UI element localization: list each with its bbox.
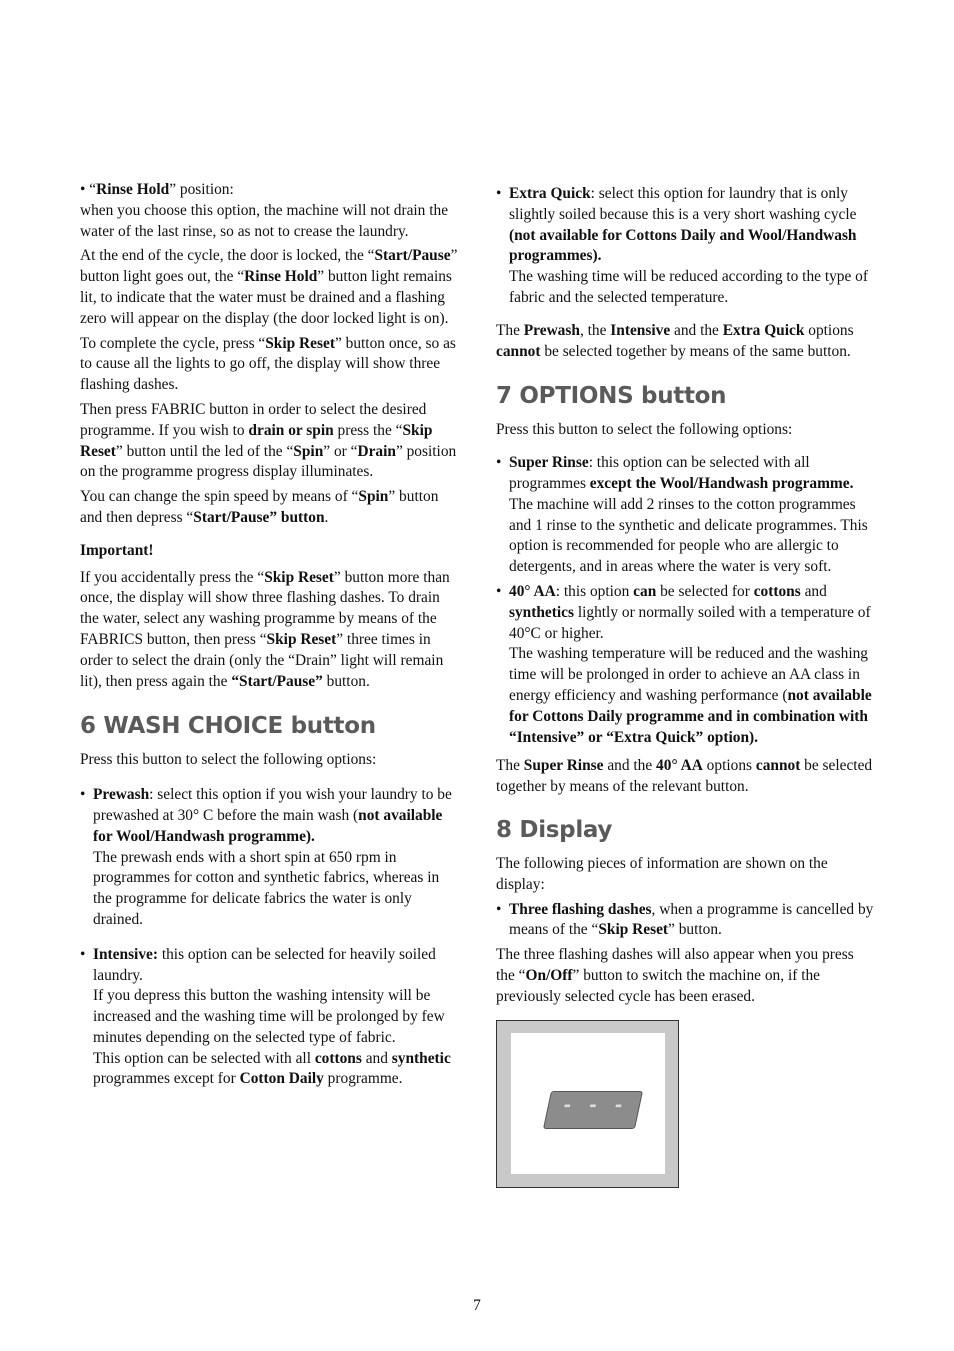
- bullet: •: [496, 900, 502, 918]
- display-screen: [543, 1091, 643, 1129]
- page-number: 7: [473, 1297, 481, 1314]
- display-illustration: [496, 1020, 679, 1188]
- options-heading: 7 OPTIONS button: [496, 383, 727, 410]
- extra-quick-desc: The washing time will be reduced according to the type of fabric and the selected temperature.: [509, 268, 868, 306]
- bullet: •: [496, 185, 502, 202]
- options-cannot-paragraph: The Prewash, the Intensive and the Extra Quick options cannot be selected together by means of the same button.: [496, 321, 854, 360]
- prewash-desc: The prewash ends with a short spin at 650 rpm in programmes for cotton and synthetic fabrics, whereas in the programme for delicate fabrics the water is only drained.: [93, 848, 440, 928]
- intensive-item: • Intensive: this option can be selected for heavily soiled laundry. If you depress this button the washing intensity will be increased and the washing time will be prolonged by few minutes depending on the selected type of fabric. This option can be selected with all cottons and synthetic programmes except for Cotton Daily programme.: [80, 945, 460, 1091]
- complete-cycle-paragraph: To complete the cycle, press “Skip Reset” button once, so as to cause all the lights to go off, the display will show three flashing dashes.: [80, 334, 456, 394]
- display-dashes-readout: - - -: [559, 1094, 629, 1116]
- important-title: Important!: [80, 541, 154, 559]
- bullet: •: [496, 582, 502, 600]
- aa40-item: • 40° AA: this option can be selected for cottons and synthetics lightly or normally soiled with a temperature of 40°C or higher. The washing temperature will be reduced and the washing time will be prolonged in order to achieve an AA class in energy efficiency and washing performance (not available for Cottons Daily programme and in combination with “Intensive” or “Extra Quick” option).: [496, 582, 876, 748]
- bullet: •: [496, 454, 502, 472]
- bullet: •: [80, 945, 86, 963]
- rinse-hold-title: • “Rinse Hold” position: when you choose this option, the machine will not drain the water of the last rinse, so as not to crease the laundry.: [80, 181, 449, 240]
- super-rinse-cannot-paragraph: The Super Rinse and the 40° AA options cannot be selected together by means of the relevant button.: [496, 757, 873, 796]
- extra-quick-item: • Extra Quick: select this option for laundry that is only slightly soiled because this is a very short washing cycle (not available for Cottons Daily and Wool/Handwash programmes). The washing time will be reduced according to the type of fabric and the selected temperature.: [496, 184, 876, 309]
- bullet: •: [80, 786, 86, 804]
- three-dashes-note: The three flashing dashes will also appear when you press the “On/Off” button to switch the machine on, if the previously selected cycle has been erased.: [496, 946, 854, 1005]
- drain-spin-paragraph: Then press FABRIC button in order to select the desired programme. If you wish to drain or spin press the “Skip Reset” button until the led of the “Spin” or “Drain” position on the programme progress display illuminates.: [80, 400, 457, 481]
- three-dashes-item: • Three flashing dashes, when a programme is cancelled by means of the “Skip Reset” button.: [496, 900, 874, 939]
- super-rinse-item: • Super Rinse: this option can be selected with all programmes except the Wool/Handwash programme. The machine will add 2 rinses to the cotton programmes and 1 rinse to the synthetic and delicate programmes. This option is recommended for people who are allergic to detergents, and in areas where the water is very soft.: [496, 454, 868, 576]
- spin-speed-paragraph: You can change the spin speed by means of “Spin” button and then depress “Start/Pause” button.: [80, 488, 439, 526]
- left-column: [80, 180, 460, 1094]
- important-paragraph: If you accidentally press the “Skip Reset” button more than once, the display will show three flashing dashes. To drain the water, select any washing programme by means of the FABRICS button, then press “Skip Reset” three times in order to select the drain (only the “Drain” light will remain lit), then press again the “Start/Pause” button.: [80, 568, 450, 690]
- wash-choice-heading: 6 WASH CHOICE button: [80, 713, 376, 740]
- display-intro: The following pieces of information are shown on the display:: [496, 854, 828, 893]
- prewash-item: • Prewash: select this option if you wish your laundry to be prewashed at 30° C before the main wash (not available for Wool/Handwash programme). The prewash ends with a short spin at 650 rpm in programmes for cotton and synthetic fabrics, whereas in the programme for delicate fabrics the water is only drained.: [80, 785, 460, 931]
- display-panel: [511, 1033, 665, 1174]
- options-intro: Press this button to select the following options:: [496, 421, 793, 439]
- display-heading: 8 Display: [496, 816, 613, 843]
- wash-choice-intro: Press this button to select the following options:: [80, 751, 377, 769]
- right-column: [496, 180, 876, 1188]
- intensive-desc: If you depress this button the washing intensity will be increased and the washing time will be prolonged by few minutes depending on the selected type of fabric.: [93, 987, 445, 1046]
- rinse-hold-desc: when you choose this option, the machine will not drain the water of the last rinse, so as not to crease the laundry.: [80, 201, 449, 240]
- aa40-desc: The washing temperature will be reduced and the washing time will be prolonged in order to achieve an AA class in energy efficiency and washing performance (not available for Cottons Daily programme and in combination with “Intensive” or “Extra Quick” option).: [509, 645, 872, 746]
- rinse-hold-end-paragraph: At the end of the cycle, the door is locked, the “Start/Pause” button light goes out, the “Rinse Hold” button light remains lit, to indicate that the water must be drained and a flashing zero will appear on the display (the door locked light is on).: [80, 247, 458, 327]
- intensive-note: This option can be selected with all cottons and synthetic programmes except for Cotton Daily programme.: [93, 1049, 451, 1088]
